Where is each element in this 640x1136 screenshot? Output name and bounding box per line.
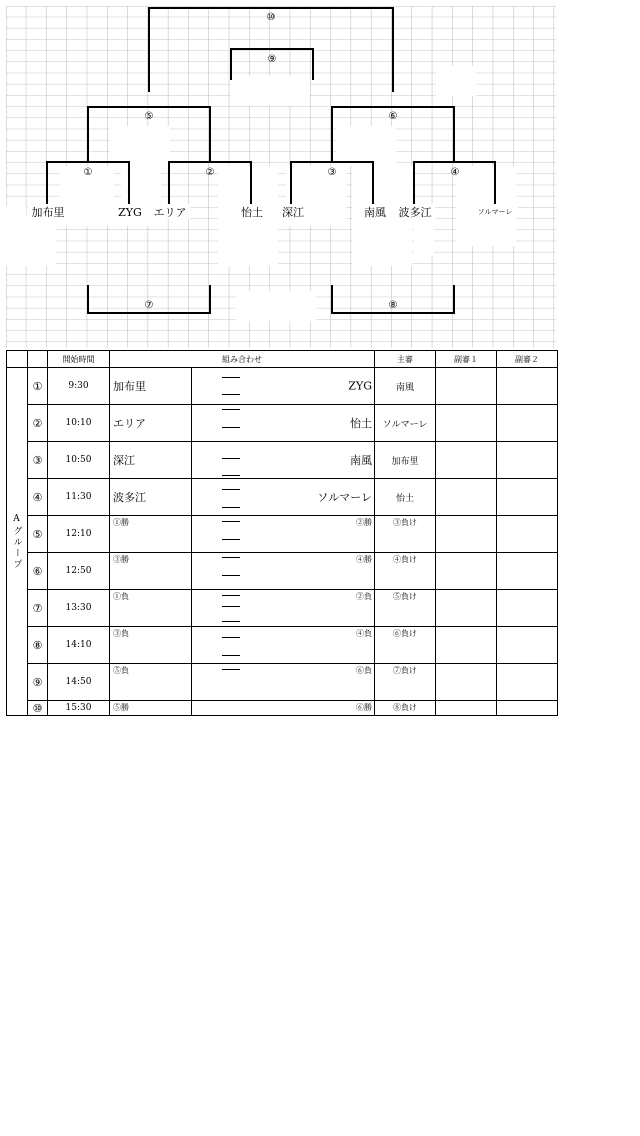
match-time: 12:50 xyxy=(48,553,110,590)
table-row xyxy=(7,405,558,442)
group-label: Aグループ xyxy=(7,368,28,716)
match-time: 10:50 xyxy=(48,442,110,479)
bracket-label-1: ① xyxy=(83,167,93,178)
left-team-cell xyxy=(110,701,192,716)
sub-ref-2-cell xyxy=(497,442,558,479)
left-team: 加布里 xyxy=(113,380,146,393)
right-team: ④勝 xyxy=(356,555,372,564)
team-kafuri: 加布里 xyxy=(31,206,65,219)
chief-ref: ④負け xyxy=(375,553,436,590)
table-row xyxy=(7,479,558,516)
right-team: ②負 xyxy=(356,592,372,601)
header-pairing: 組み合わせ xyxy=(110,351,375,368)
match-time: 13:30 xyxy=(48,590,110,627)
table-row xyxy=(7,701,558,716)
sub-ref-2-cell xyxy=(497,368,558,405)
left-team: エリア xyxy=(113,417,146,430)
left-team: ③勝 xyxy=(113,555,129,564)
bracket-label-4: ④ xyxy=(450,167,460,178)
left-team-cell xyxy=(110,590,192,627)
pairing-cell xyxy=(192,627,375,664)
pairing-cell xyxy=(192,553,375,590)
left-team-cell xyxy=(110,627,192,664)
bracket-label-6: ⑥ xyxy=(388,111,398,122)
left-team: ③負 xyxy=(113,629,129,638)
match-number: ⑥ xyxy=(28,553,48,590)
left-team: 深江 xyxy=(113,454,135,467)
table-row xyxy=(7,516,558,553)
sub-ref-1-cell xyxy=(436,590,497,627)
match-time: 9:30 xyxy=(48,368,110,405)
left-team-cell xyxy=(110,405,192,442)
match-time: 14:50 xyxy=(48,664,110,701)
sub-ref-2-cell xyxy=(497,627,558,664)
pairing-cell xyxy=(192,590,375,627)
table-row xyxy=(7,627,558,664)
match-time: 12:10 xyxy=(48,516,110,553)
sub-ref-1-cell xyxy=(436,368,497,405)
header-sub-ref-1: 副審１ xyxy=(436,351,497,368)
team-sorumare: ソルマーレ xyxy=(477,208,513,216)
team-zyg: ZYG xyxy=(118,206,142,219)
match-number: ③ xyxy=(28,442,48,479)
match-number: ⑩ xyxy=(28,701,48,716)
match-number: ⑧ xyxy=(28,627,48,664)
pairing-cell xyxy=(192,664,375,701)
table-row xyxy=(7,590,558,627)
bracket-label-3: ③ xyxy=(327,167,337,178)
right-team: ⑥負 xyxy=(356,666,372,675)
bracket-label-9: ⑨ xyxy=(267,54,277,65)
bracket-label-7: ⑦ xyxy=(144,300,154,311)
bracket-label-2: ② xyxy=(205,167,215,178)
bracket-label-8: ⑧ xyxy=(388,300,398,311)
right-team: ④負 xyxy=(356,629,372,638)
sub-ref-1-cell xyxy=(436,479,497,516)
sub-ref-2-cell xyxy=(497,701,558,716)
match-number: ② xyxy=(28,405,48,442)
left-team-cell xyxy=(110,664,192,701)
team-ito: 怡土 xyxy=(241,206,263,219)
chief-ref: ⑥負け xyxy=(375,627,436,664)
tournament-bracket xyxy=(0,0,640,360)
bracket-label-5: ⑤ xyxy=(144,111,154,122)
right-team: ②勝 xyxy=(356,518,372,527)
sub-ref-1-cell xyxy=(436,627,497,664)
left-team-cell xyxy=(110,442,192,479)
chief-ref: ③負け xyxy=(375,516,436,553)
left-team: ⑤負 xyxy=(113,666,129,675)
match-number: ⑤ xyxy=(28,516,48,553)
right-team: 怡土 xyxy=(350,417,372,430)
match-time: 11:30 xyxy=(48,479,110,516)
sub-ref-2-cell xyxy=(497,479,558,516)
left-team: ①勝 xyxy=(113,518,129,527)
sub-ref-1-cell xyxy=(436,516,497,553)
header-chief-ref: 主審 xyxy=(375,351,436,368)
match-time: 10:10 xyxy=(48,405,110,442)
header-start-time: 開始時間 xyxy=(48,351,110,368)
left-team-cell xyxy=(110,516,192,553)
chief-ref: 加布里 xyxy=(375,442,436,479)
pairing-cell xyxy=(192,368,375,405)
match-number: ⑦ xyxy=(28,590,48,627)
schedule-header-row xyxy=(7,351,558,368)
chief-ref: ⑧負け xyxy=(375,701,436,716)
left-team: 波多江 xyxy=(113,491,146,504)
chief-ref: ⑦負け xyxy=(375,664,436,701)
sub-ref-2-cell xyxy=(497,553,558,590)
sub-ref-1-cell xyxy=(436,553,497,590)
sub-ref-2-cell xyxy=(497,590,558,627)
match-number: ④ xyxy=(28,479,48,516)
pairing-cell xyxy=(192,701,375,716)
left-team-cell xyxy=(110,479,192,516)
table-row xyxy=(7,442,558,479)
schedule-table xyxy=(6,350,558,716)
sub-ref-1-cell xyxy=(436,664,497,701)
pairing-cell xyxy=(192,516,375,553)
sub-ref-1-cell xyxy=(436,442,497,479)
right-team: ⑥勝 xyxy=(356,703,372,712)
table-row xyxy=(7,368,558,405)
chief-ref: ⑤負け xyxy=(375,590,436,627)
pairing-cell xyxy=(192,479,375,516)
chief-ref: 南風 xyxy=(375,368,436,405)
left-team: ⑤勝 xyxy=(113,703,129,712)
header-sub-ref-2: 副審２ xyxy=(497,351,558,368)
sub-ref-2-cell xyxy=(497,405,558,442)
right-team: ソルマーレ xyxy=(317,491,372,504)
table-row xyxy=(7,664,558,701)
team-fukae: 深江 xyxy=(282,206,304,219)
match-number: ① xyxy=(28,368,48,405)
match-time: 15:30 xyxy=(48,701,110,716)
team-hatae: 波多江 xyxy=(398,206,432,219)
pairing-cell xyxy=(192,405,375,442)
team-haenokaze: 南風 xyxy=(364,206,386,219)
team-eria: エリア xyxy=(153,206,187,219)
match-number: ⑨ xyxy=(28,664,48,701)
left-team-cell xyxy=(110,553,192,590)
sub-ref-1-cell xyxy=(436,405,497,442)
sub-ref-2-cell xyxy=(497,516,558,553)
left-team-cell xyxy=(110,368,192,405)
chief-ref: 怡土 xyxy=(375,479,436,516)
right-team: ZYG xyxy=(348,379,372,393)
match-time: 14:10 xyxy=(48,627,110,664)
right-team: 南風 xyxy=(350,454,372,467)
chief-ref: ソルマーレ xyxy=(375,405,436,442)
sub-ref-2-cell xyxy=(497,664,558,701)
left-team: ①負 xyxy=(113,592,129,601)
table-row xyxy=(7,553,558,590)
bracket-label-10: ⑩ xyxy=(266,12,276,23)
pairing-cell xyxy=(192,442,375,479)
sub-ref-1-cell xyxy=(436,701,497,716)
